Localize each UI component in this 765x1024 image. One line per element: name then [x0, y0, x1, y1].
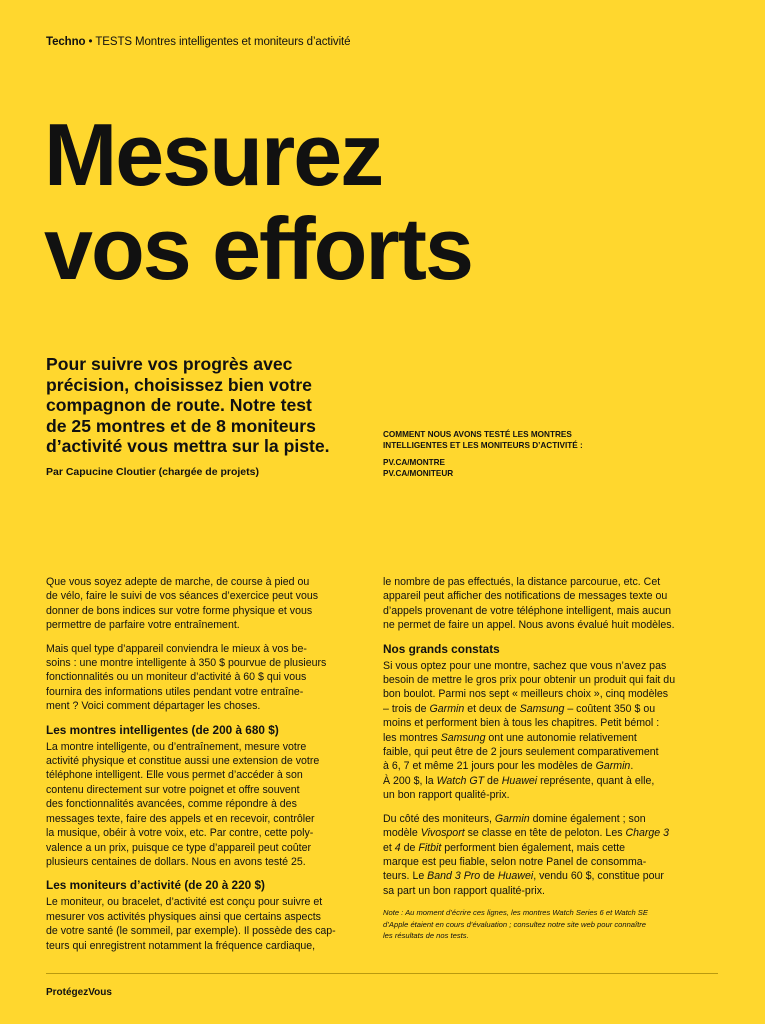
text-line: [383, 774, 693, 788]
text-segment: Note : Au moment d’écrire ces lignes, les montres: [383, 908, 553, 918]
text-segment: les résultats de nos tests.: [383, 931, 469, 941]
emphasis-text: Garmin: [429, 702, 465, 715]
emphasis-text: Huawei: [497, 870, 534, 883]
text-line: Que vous soyez adepte de marche, de course à pied ou: [46, 576, 310, 588]
text-line: la musique, obéir à votre voix, etc. Par contre, cette poly-: [46, 827, 314, 840]
section-kicker: [46, 36, 350, 48]
text-segment: faible, qui peut être de 2 jours seulement comparativement: [383, 746, 659, 759]
text-line: fonctionnalités ou un moniteur d’activité à 60 $ qui vous: [46, 671, 307, 684]
kicker-bullet: •: [88, 36, 93, 48]
emphasis-text: Huawei: [501, 774, 538, 787]
text-segment: à 6, 7 et même 21 jours pour les modèles de: [383, 760, 596, 773]
emphasis-text: Watch Series 6: [552, 908, 604, 918]
text-line: [383, 907, 693, 919]
text-segment: À 200 $, la: [383, 774, 437, 787]
text-line: donner de bons indices sur votre forme physique et vous: [46, 604, 313, 617]
text-segment: – trois de: [383, 702, 430, 715]
text-line: [383, 687, 693, 701]
text-line: [383, 716, 693, 730]
paragraph-intro: [46, 575, 356, 633]
text-line: mesurer vos activités physiques ainsi que certains aspects: [46, 910, 321, 923]
text-line: Le moniteur, ou bracelet, d’activité est conçu pour suivre et: [46, 896, 323, 909]
method-heading-line: INTELLIGENTES ET LES MONITEURS D’ACTIVITÉ :: [383, 440, 583, 450]
text-segment: représente, quant à elle,: [537, 774, 655, 787]
text-segment: un bon rapport qualité-prix.: [383, 789, 510, 802]
lede-line: précision, choisissez bien votre: [46, 374, 312, 395]
subheading-constats: Nos grands constats: [383, 641, 500, 656]
text-line: appareil peut afficher des notifications de messages texte ou: [383, 590, 668, 603]
text-line: [383, 826, 693, 840]
text-line: fournira des informations utiles pendant votre entraîne-: [46, 685, 304, 698]
article-lede: [46, 354, 366, 457]
text-line: permettre de parfaire votre entraînement.: [46, 619, 240, 632]
text-segment: moins et performent bien à tous les chapitres. Petit bémol :: [383, 717, 660, 730]
topic-label: TESTS Montres intelligentes et moniteurs d’activité: [95, 36, 351, 48]
emphasis-text: Band 3 Pro: [427, 870, 481, 883]
text-segment: teurs. Le: [383, 870, 428, 883]
text-line: [383, 841, 693, 855]
text-line: [383, 812, 693, 826]
footer-brand: ProtégezVous: [46, 987, 112, 998]
text-line: [383, 659, 693, 673]
text-line: messages texte, faire des appels et en recevoir, contrôler: [46, 812, 315, 825]
text-line: [383, 884, 693, 898]
text-line: des fonctionnalités avancées, comme répondre à des: [46, 798, 297, 811]
text-line: ment ? Voici comment départager les choses.: [46, 700, 261, 713]
text-line: [383, 731, 693, 745]
paragraph-moniteurs: [46, 895, 356, 953]
paragraph-moniteurs-suite: [383, 575, 693, 633]
text-line: [383, 869, 693, 883]
text-segment: et: [603, 908, 615, 918]
emphasis-text: Garmin: [595, 760, 631, 773]
lede-line: d’activité vous mettra sur la piste.: [46, 436, 330, 457]
text-segment: marque est peu fiable, selon notre Panel de consomma-: [383, 855, 647, 868]
emphasis-text: Watch GT: [436, 774, 485, 787]
method-link-moniteur[interactable]: PV.CA/MONITEUR: [383, 468, 454, 478]
text-line: de votre santé (le sommeil, par exemple). Il possède des cap-: [46, 925, 336, 938]
text-segment: et deux de: [464, 702, 520, 715]
paragraph-constats: [383, 659, 693, 803]
text-segment: domine également ; son: [529, 812, 646, 825]
paragraph-montres: [46, 740, 356, 870]
lede-line: compagnon de route. Notre test: [46, 395, 312, 416]
text-line: contenu directement sur votre poignet et offre souvent: [46, 783, 300, 796]
text-line: [383, 759, 693, 773]
emphasis-text: Garmin: [494, 812, 530, 825]
editor-note: [383, 907, 693, 942]
text-segment: d’Apple étaient en cours d’évaluation ; consultez notre site web pour connaître: [383, 919, 646, 929]
method-box: [383, 430, 643, 479]
article-title: [44, 105, 472, 298]
lede-line: de 25 montres et de 8 moniteurs: [46, 415, 316, 436]
method-heading-line: COMMENT NOUS AVONS TESTÉ LES MONTRES: [383, 430, 572, 439]
text-line: Mais quel type d’appareil conviendra le mieux à vos be-: [46, 642, 307, 655]
text-line: valence a un prix, puisque ce type d’appareil peut coûter: [46, 841, 312, 854]
emphasis-text: Samsung: [440, 731, 486, 744]
byline: Par Capucine Cloutier (chargée de projets): [46, 466, 259, 478]
emphasis-text: 4: [394, 841, 401, 854]
text-line: activité physique et constitue aussi une extension de votre: [46, 755, 320, 768]
text-segment: performent bien également, mais cette: [441, 841, 626, 854]
text-segment: de: [484, 774, 502, 787]
text-segment: Du côté des moniteurs,: [383, 812, 495, 825]
text-line: de vélo, faire le suivi de vos séances d’exercice peut vous: [46, 590, 319, 603]
emphasis-text: Samsung: [519, 702, 565, 715]
text-segment: ont une autonomie relativement: [485, 731, 637, 744]
section-label: Techno: [46, 36, 86, 48]
title-line-2: vos efforts: [44, 199, 472, 298]
left-column: [46, 575, 356, 962]
text-line: [383, 702, 693, 716]
text-line: téléphone intelligent. Elle vous permet d’accéder à son: [46, 769, 303, 782]
text-segment: , vendu 60 $, constitue pour: [533, 870, 664, 883]
paragraph-question: [46, 642, 356, 714]
text-line: [383, 855, 693, 869]
text-segment: bon boulot. Parmi nos sept « meilleurs choix », cinq modèles: [383, 688, 669, 701]
text-segment: sa part un bon rapport qualité-prix.: [383, 884, 545, 897]
text-segment: modèle: [383, 827, 421, 840]
text-segment: Si vous optez pour une montre, sachez que vous n’avez pas: [383, 659, 667, 672]
text-line: [383, 930, 693, 942]
text-segment: besoin de mettre le gros prix pour obtenir un produit qui fait du: [383, 674, 676, 687]
text-segment: de: [480, 870, 498, 883]
text-segment: les montres: [383, 731, 441, 744]
title-line-1: Mesurez: [44, 105, 383, 204]
subheading-montres: Les montres intelligentes (de 200 à 680 $): [46, 722, 279, 737]
emphasis-text: Charge 3: [625, 827, 670, 840]
emphasis-text: Fitbit: [418, 841, 442, 854]
text-line: ne permet de faire un appel. Nous avons évalué huit modèles.: [383, 619, 675, 632]
text-segment: et: [383, 841, 395, 854]
text-line: le nombre de pas effectués, la distance parcourue, etc. Cet: [383, 576, 661, 588]
text-line: [383, 673, 693, 687]
text-line: plusieurs centaines de dollars. Nous en avons testé 25.: [46, 855, 306, 868]
text-line: teurs qui enregistrent notamment la fréquence cardiaque,: [46, 939, 316, 952]
method-link-montre[interactable]: PV.CA/MONTRE: [383, 458, 446, 467]
emphasis-text: Vivosport: [420, 827, 465, 840]
emphasis-text: Watch SE: [614, 908, 648, 918]
text-line: La montre intelligente, ou d’entraînement, mesure votre: [46, 740, 307, 753]
text-line: soins : une montre intelligente à 350 $ pourvue de plusieurs: [46, 657, 327, 670]
right-column: [383, 575, 693, 942]
text-line: [383, 919, 693, 931]
text-line: [383, 745, 693, 759]
footer-divider: [46, 973, 718, 974]
text-line: [383, 788, 693, 802]
paragraph-moniteurs-verdict: [383, 812, 693, 898]
text-line: d’appels provenant de votre téléphone intelligent, mais aucun: [383, 604, 671, 617]
text-segment: de: [400, 841, 419, 854]
text-segment: – coûtent 350 $ ou: [564, 702, 656, 715]
lede-line: Pour suivre vos progrès avec: [46, 354, 293, 374]
subheading-moniteurs: Les moniteurs d’activité (de 20 à 220 $): [46, 878, 265, 893]
text-segment: .: [630, 760, 634, 773]
text-segment: se classe en tête de peloton. Les: [464, 827, 626, 840]
